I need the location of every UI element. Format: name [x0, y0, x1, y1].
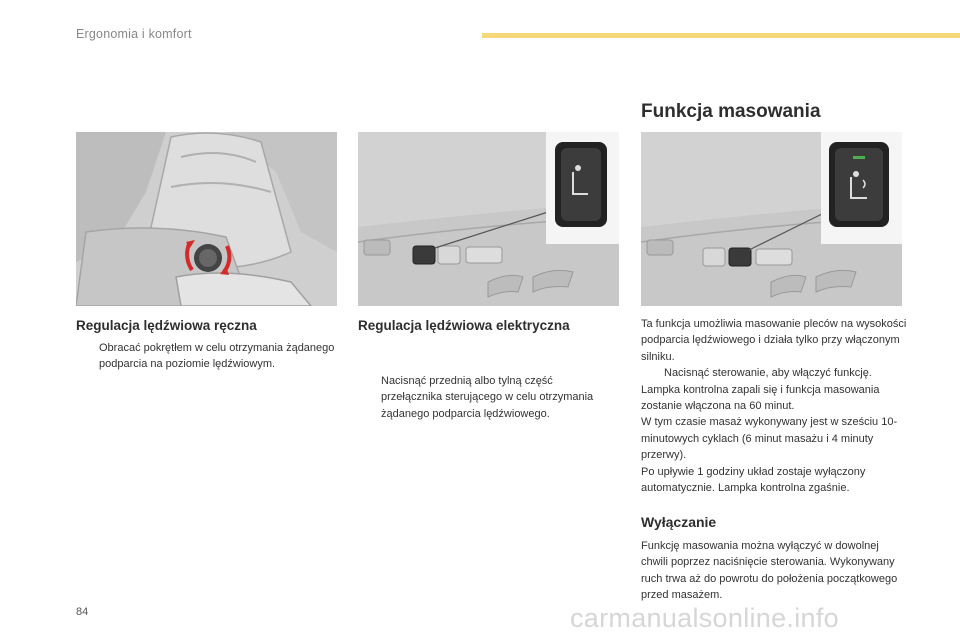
watermark: carmanualsonline.info [570, 603, 839, 633]
manual-lumbar-text: Obracać pokrętłem w celu otrzymania żądanego podparcia na poziomie lędźwiowym. [99, 342, 335, 371]
massage-photo [641, 132, 902, 306]
electric-lumbar-heading: Regulacja lędźwiowa elektryczna [358, 318, 570, 333]
header-accent-bar [482, 33, 960, 38]
off-heading: Wyłączanie [641, 514, 717, 530]
off-text: Funkcję masowania można wyłączyć w dowolnej chwili poprzez naciśnięcie sterowania. Wykonywany ruch trwa aż do powrotu do położenia początkowego przed masażem. [641, 540, 898, 602]
electric-lumbar-step [358, 373, 613, 422]
page-number: 84 [76, 606, 89, 618]
massage-p2: W tym czasie masaż wykonywany jest w sześciu 10-minutowych cyklach (6 minut masażu i 4 minuty przerwy). [641, 416, 898, 462]
manual-lumbar-heading: Regulacja lędźwiowa ręczna [76, 318, 257, 333]
massage-description [641, 316, 913, 496]
massage-p1: Lampka kontrolna zapali się i funkcja masowania zostanie włączona na 60 minut. [641, 383, 880, 413]
manual-lumbar-step [76, 340, 339, 373]
electric-lumbar-photo [358, 132, 619, 306]
massage-intro: Ta funkcja umożliwia masowanie pleców na wysokości podparcia lędźwiowego i działa tylko przy włączonym silniku. [641, 318, 907, 363]
massage-step [641, 365, 913, 381]
massage-heading: Funkcja masowania [641, 101, 821, 122]
massage-p3: Po upływie 1 godziny układ zostaje wyłączony automatycznie. Lampka kontrolna zgaśnie. [641, 465, 866, 495]
manual-lumbar-photo [76, 132, 337, 306]
electric-lumbar-text: Nacisnąć przednią albo tylną część przełącznika sterującego w celu otrzymania żądanego podparcia lędźwiowego. [381, 374, 594, 420]
massage-step-text: Nacisnąć sterowanie, aby włączyć funkcję. [664, 367, 872, 380]
section-title: Ergonomia i komfort [76, 27, 192, 41]
